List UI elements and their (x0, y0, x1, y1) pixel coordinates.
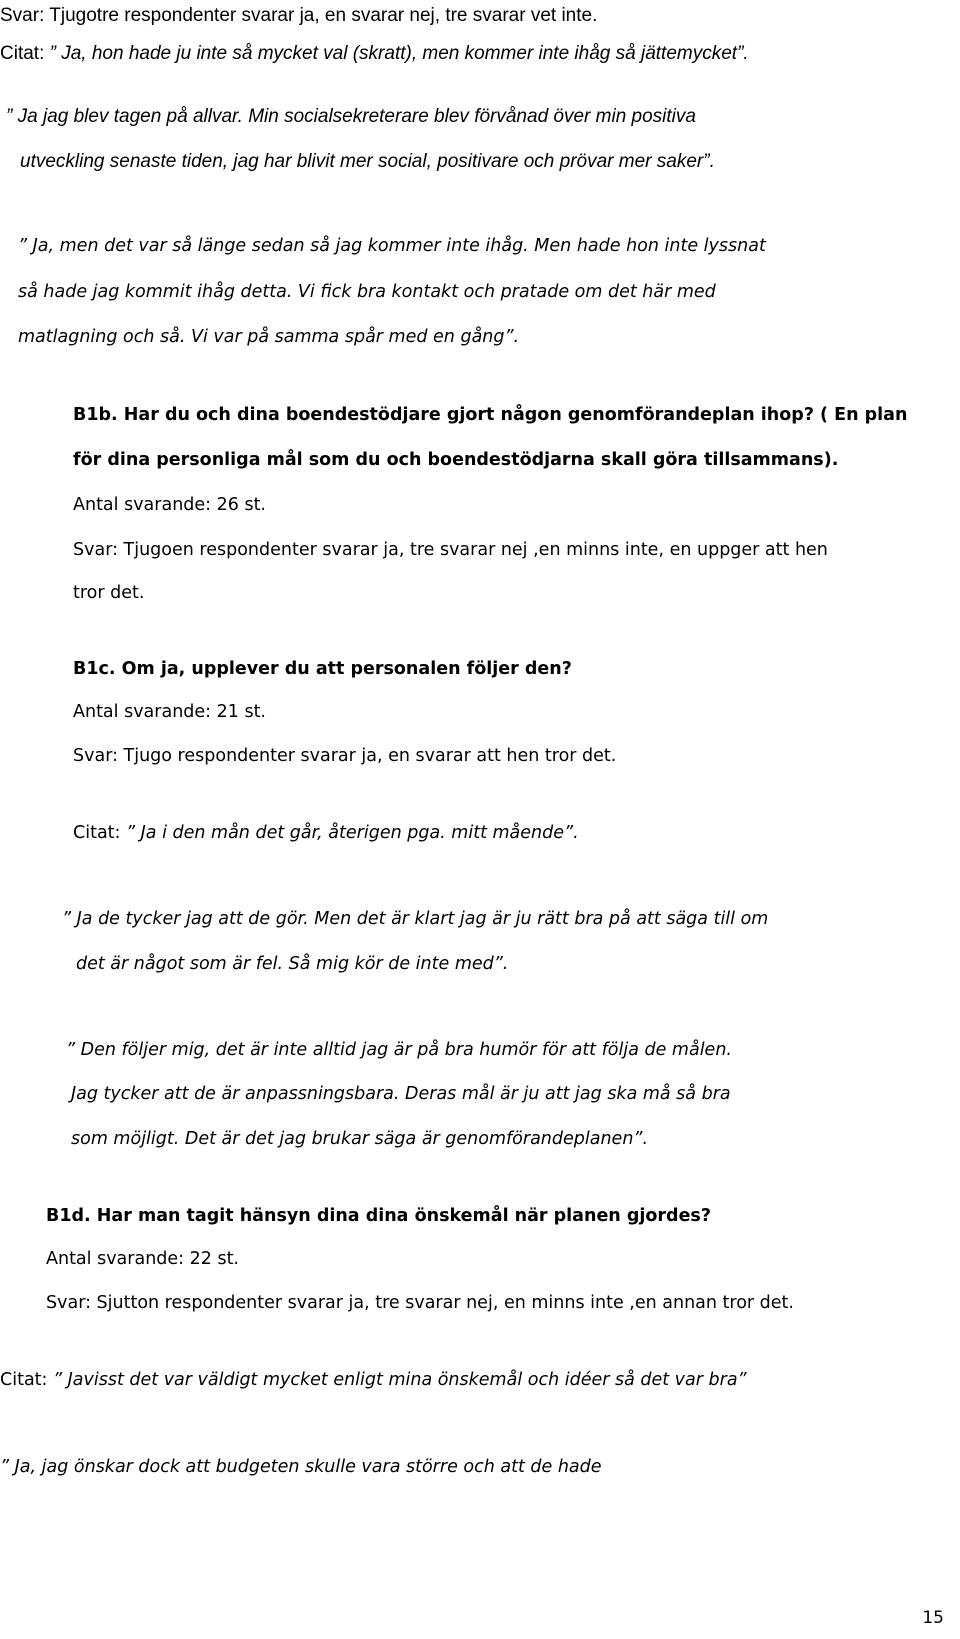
question-heading: B1b. Har du och dina boendestödjare gjort någon genomförandeplan ihop? ( En plan (73, 405, 908, 425)
respondent-count: Antal svarande: 22 st. (46, 1249, 239, 1269)
quote-line: det är något som är fel. Så mig kör de inte med”. (76, 954, 509, 974)
quote-line: Citat: ” Ja i den mån det går, återigen pga. mitt mående”. (73, 823, 579, 843)
quote-line: ” Ja jag blev tagen på allvar. Min socialsekreterare blev förvånad över min positiva (6, 106, 696, 127)
quote-line: utveckling senaste tiden, jag har blivit mer social, positivare och prövar mer saker”. (20, 151, 715, 172)
question-heading: B1d. Har man tagit hänsyn dina dina önskemål när planen gjordes? (46, 1206, 711, 1226)
quote-line: ” Den följer mig, det är inte alltid jag är på bra humör för att följa de målen. (66, 1040, 732, 1060)
quote-line: ” Ja, jag önskar dock att budgeten skulle vara större och att de hade (0, 1457, 602, 1477)
quote-line: som möjligt. Det är det jag brukar säga är genomförandeplanen”. (71, 1129, 649, 1149)
quote-line: så hade jag kommit ihåg detta. Vi fick bra kontakt och pratade om det här med (18, 282, 716, 302)
answer-line: Svar: Tjugo respondenter svarar ja, en svarar att hen tror det. (73, 746, 617, 766)
answer-line: tror det. (73, 583, 145, 603)
answer-line: Svar: Tjugotre respondenter svarar ja, en svarar nej, tre svarar vet inte. (0, 5, 598, 26)
answer-line: Svar: Tjugoen respondenter svarar ja, tre svarar nej ,en minns inte, en uppger att hen (73, 540, 828, 560)
question-heading: för dina personliga mål som du och boendestödjarna skall göra tillsammans). (73, 450, 839, 470)
quote-line: Citat: ” Ja, hon hade ju inte så mycket val (skratt), men kommer inte ihåg så jättemycket”. (0, 43, 749, 64)
question-heading: B1c. Om ja, upplever du att personalen följer den? (73, 659, 572, 679)
respondent-count: Antal svarande: 21 st. (73, 702, 266, 722)
quote-line: matlagning och så. Vi var på samma spår med en gång”. (18, 327, 520, 347)
respondent-count: Antal svarande: 26 st. (73, 495, 266, 515)
quote-line: ” Ja de tycker jag att de gör. Men det är klart jag är ju rätt bra på att säga till om (62, 909, 769, 929)
quote-line: Jag tycker att de är anpassningsbara. Deras mål är ju att jag ska må så bra (71, 1084, 731, 1104)
page-number: 15 (922, 1608, 944, 1628)
quote-line: ” Ja, men det var så länge sedan så jag kommer inte ihåg. Men hade hon inte lyssnat (18, 236, 766, 256)
quote-line: Citat: ” Javisst det var väldigt mycket enligt mina önskemål och idéer så det var bra” (0, 1370, 747, 1390)
answer-line: Svar: Sjutton respondenter svarar ja, tre svarar nej, en minns inte ,en annan tror det. (46, 1293, 794, 1313)
